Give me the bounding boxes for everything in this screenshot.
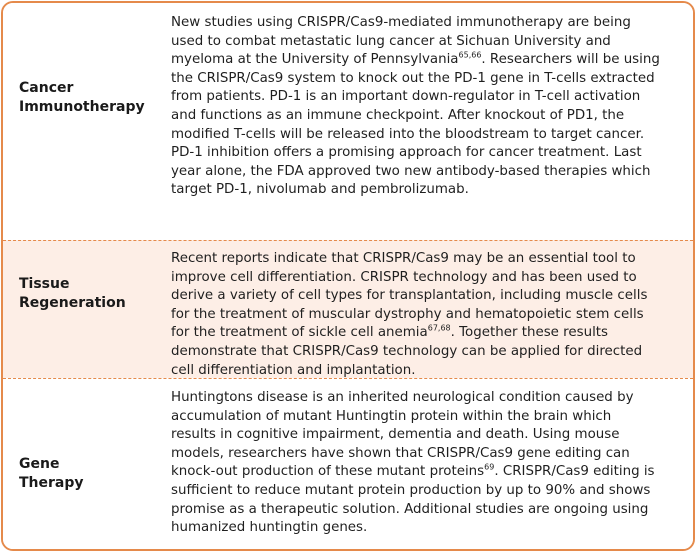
body-line: promise as a therapeutic solution. Additional studies are ongoing using xyxy=(171,501,649,517)
body-line: PD-1 inhibition offers a promising approach for cancer treatment. Last xyxy=(171,145,642,161)
citation-superscript: 67,68 xyxy=(427,323,451,333)
body-line: Recent reports indicate that CRISPR/Cas9 may be an essential tool to xyxy=(171,251,636,266)
citation-superscript: 65,66 xyxy=(458,50,482,60)
body-line: from patients. PD-1 is an important down-regulator in T-cell activation xyxy=(171,89,641,105)
body-line: improve cell differentiation. CRISPR technology and has been used to xyxy=(171,269,637,285)
section-label-line: Gene xyxy=(19,456,60,472)
section-label-line: Immunotherapy xyxy=(19,99,145,115)
body-line xyxy=(171,51,691,70)
section-label-tissue-regeneration xyxy=(19,275,159,313)
section-body-cancer-immunotherapy xyxy=(171,14,691,200)
body-line xyxy=(171,463,691,482)
body-line: target PD-1, nivolumab and pembrolizumab. xyxy=(171,182,469,198)
body-line: New studies using CRISPR/Cas9-mediated immunotherapy are being xyxy=(171,15,631,30)
body-line: and functions as an immune checkpoint. After knockout of PD1, the xyxy=(171,107,625,123)
section-body-gene-therapy xyxy=(171,389,691,538)
body-line-text: . Together these results xyxy=(450,325,609,341)
section-body-tissue-regeneration xyxy=(171,250,691,380)
body-line-text: . CRISPR/Cas9 editing is xyxy=(494,464,655,480)
body-line: sufficient to reduce mutant protein production by up to 90% and shows xyxy=(171,482,651,498)
body-line: results in cognitive impairment, dementia and death. Using mouse xyxy=(171,427,620,443)
body-line: derive a variety of cell types for transplantation, including muscle cells xyxy=(171,288,648,304)
section-label-line: Cancer xyxy=(19,80,74,96)
body-line: modified T-cells will be released into the bloodstream to target cancer. xyxy=(171,126,645,142)
body-line-text: for the treatment of sickle cell anemia xyxy=(171,325,428,341)
body-line: cell differentiation and implantation. xyxy=(171,362,416,378)
citation-superscript: 69 xyxy=(484,462,495,472)
body-line xyxy=(171,324,691,343)
section-label-line: Therapy xyxy=(19,475,84,491)
section-label-cancer-immunotherapy xyxy=(19,79,159,117)
body-line-text: knock-out production of these mutant proteins xyxy=(171,464,485,480)
body-line-text: myeloma at the University of Pennsylvania xyxy=(171,52,459,68)
section-label-line: Regeneration xyxy=(19,295,126,311)
body-line: Huntingtons disease is an inherited neurological condition caused by xyxy=(171,390,634,405)
body-line: used to combat metastatic lung cancer at Sichuan University and xyxy=(171,33,611,49)
row-divider xyxy=(3,240,693,241)
section-label-gene-therapy xyxy=(19,455,159,493)
body-line: humanized huntingtin genes. xyxy=(171,520,368,536)
body-line: demonstrate that CRISPR/Cas9 technology can be applied for directed xyxy=(171,343,643,359)
body-line: for the treatment of muscular dystrophy and hematopoietic stem cells xyxy=(171,306,644,322)
body-line-text: . Researchers will be using xyxy=(481,52,660,68)
body-line: accumulation of mutant Huntingtin protein within the brain which xyxy=(171,408,612,424)
body-line: year alone, the FDA approved two new antibody-based therapies which xyxy=(171,163,651,179)
info-table xyxy=(1,1,695,551)
body-line: the CRISPR/Cas9 system to knock out the PD-1 gene in T-cells extracted xyxy=(171,70,655,86)
section-label-line: Tissue xyxy=(19,276,70,292)
body-line: models, researchers have shown that CRISPR/Cas9 gene editing can xyxy=(171,445,630,461)
